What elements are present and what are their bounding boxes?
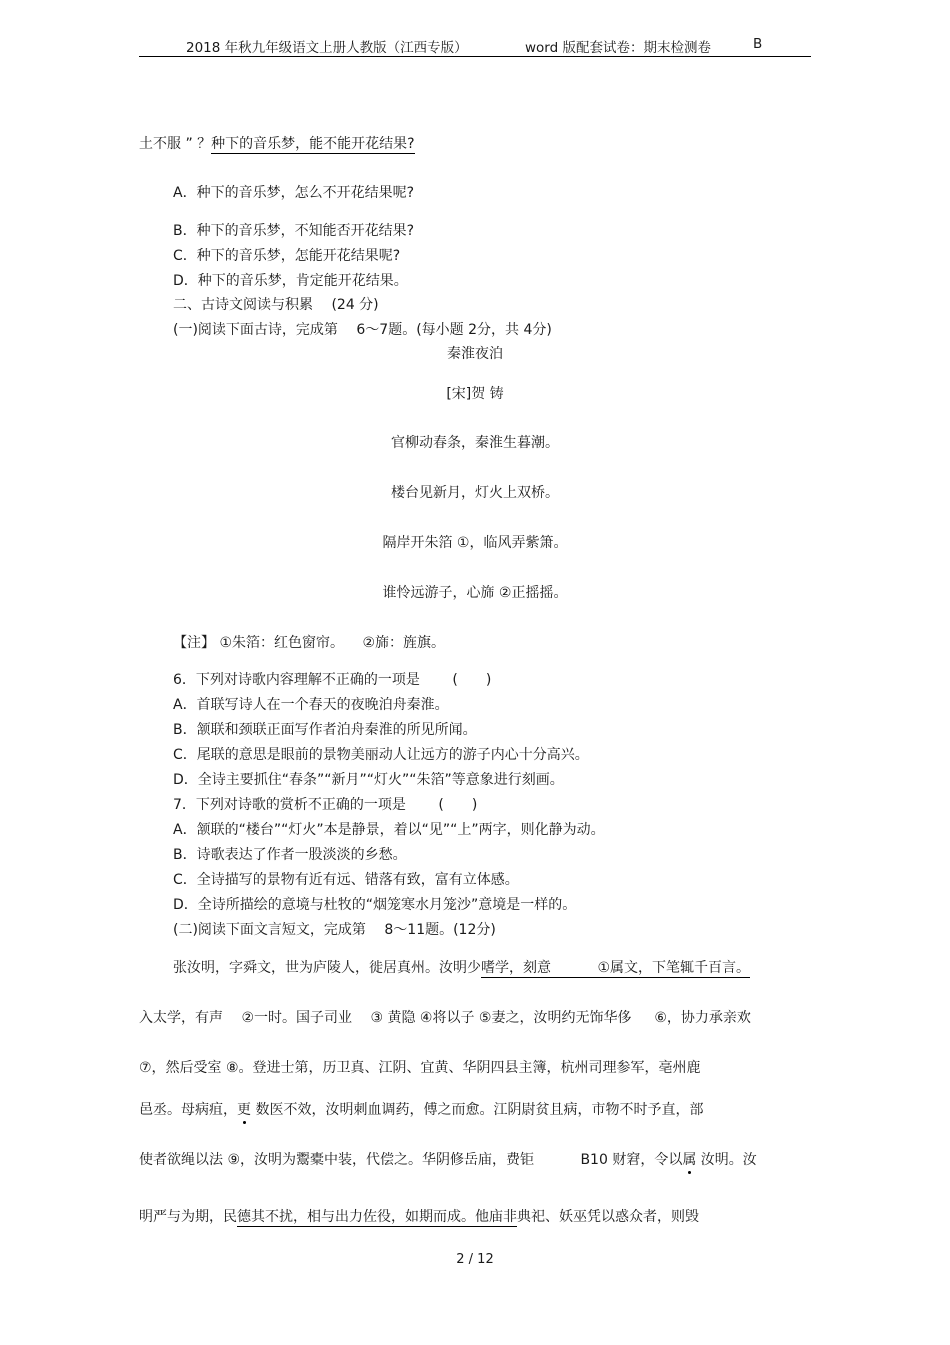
q5-option-a: A．种下的音乐梦，怎么不开花结果呢? — [173, 185, 415, 201]
passage-line-4: 邑丞。母病疽，更 数医不效，汝明刺血调药，傅之而愈。江阴尉贫且病，市物不时予直，部 — [139, 1102, 704, 1118]
part-2-intro: (二)阅读下面文言短文，完成第 8～11题。(12分) — [173, 922, 496, 938]
q5-option-c: C．种下的音乐梦，怎能开花结果呢? — [173, 248, 401, 264]
passage-line-2: 入太学，有声 ②一时。国子司业 ③ 黄隐 ④将以子 ⑤妻之，汝明约无饰华侈 ⑥，协力承亲欢 — [139, 1010, 751, 1026]
page-header — [139, 36, 811, 57]
header-version: B — [753, 36, 763, 52]
poem-author: [宋]贺 铸 — [446, 386, 504, 402]
poem-note: 【注】 ①朱箔：红色窗帘。 ②旆：旌旗。 — [173, 635, 446, 651]
passage-line-5: 使者欲绳以法 ⑨，汝明为鬻橐中装，代偿之。华阴修岳庙，费钜 B10 财窘，令以属 汝明。汝 — [139, 1152, 757, 1168]
header-title: 2018 年秋九年级语文上册人教版（江西专版） — [186, 40, 468, 56]
passage-line-6: 明严与为期，民德其不扰，相与出力佐役，如期而成。他庙非典祀、妖巫凭以惑众者，则毁 — [139, 1209, 699, 1225]
question-6-stem: 6．下列对诗歌内容理解不正确的一项是 ( ) — [173, 672, 492, 688]
poem-line-4: 谁怜远游子，心旆 ②正摇摇。 — [382, 585, 568, 601]
passage-line-1: 张汝明，字舜文，世为庐陵人，徙居真州。汝明少嗜学，刻意 ①属文，下笔辄千百言。 — [173, 960, 750, 976]
q6-option-a: A．首联写诗人在一个春天的夜晚泊舟秦淮。 — [173, 697, 449, 713]
page-number: 2 / 12 — [456, 1252, 494, 1267]
q7-option-c: C．全诗描写的景物有近有远、错落有致，富有立体感。 — [173, 872, 519, 888]
q6-option-c: C．尾联的意思是眼前的景物美丽动人让远方的游子内心十分高兴。 — [173, 747, 589, 763]
question-7-stem: 7．下列对诗歌的赏析不正确的一项是 ( ) — [173, 797, 478, 813]
section-2-title: 二、古诗文阅读与积累 (24 分) — [173, 297, 379, 313]
q7-option-b: B．诗歌表达了作者一股淡淡的乡愁。 — [173, 847, 407, 863]
passage-line-3: ⑦，然后受室 ⑧。登进士第，历卫真、江阴、宜黄、华阴四县主簿，杭州司理参军，亳州鹿 — [139, 1060, 701, 1076]
q5-option-b: B．种下的音乐梦，不知能否开花结果? — [173, 223, 415, 239]
poem-line-3: 隔岸开朱箔 ①，临风弄紫箫。 — [382, 535, 568, 551]
q5-option-d: D．种下的音乐梦，肯定能开花结果。 — [173, 273, 408, 289]
question-5-stem: 土不服 ” ？种下的音乐梦，能不能开花结果? — [139, 136, 415, 152]
q7-option-d: D．全诗所描绘的意境与杜牧的“烟笼寒水月笼沙”意境是一样的。 — [173, 897, 577, 913]
part-1-intro: (一)阅读下面古诗，完成第 6～7题。(每小题 2分，共 4分) — [173, 322, 552, 338]
poem-title: 秦淮夜泊 — [447, 346, 503, 362]
poem-line-1: 官柳动春条，秦淮生暮潮。 — [391, 435, 559, 451]
header-subtitle: word 版配套试卷：期末检测卷 — [525, 40, 711, 56]
dotted-char: 更 — [237, 1102, 251, 1118]
q6-option-d: D．全诗主要抓住“春条”“新月”“灯火”“朱箔”等意象进行刻画。 — [173, 772, 564, 788]
q7-option-a: A．颔联的“楼台”“灯火”本是静景，着以“见”“上”两字，则化静为动。 — [173, 822, 605, 838]
dotted-char: 属 — [682, 1152, 697, 1168]
q6-option-b: B．颔联和颈联正面写作者泊舟秦淮的所见所闻。 — [173, 722, 477, 738]
poem-line-2: 楼台见新月，灯火上双桥。 — [391, 485, 559, 501]
underlined-sentence: 种下的音乐梦，能不能开花结果? — [211, 136, 415, 152]
